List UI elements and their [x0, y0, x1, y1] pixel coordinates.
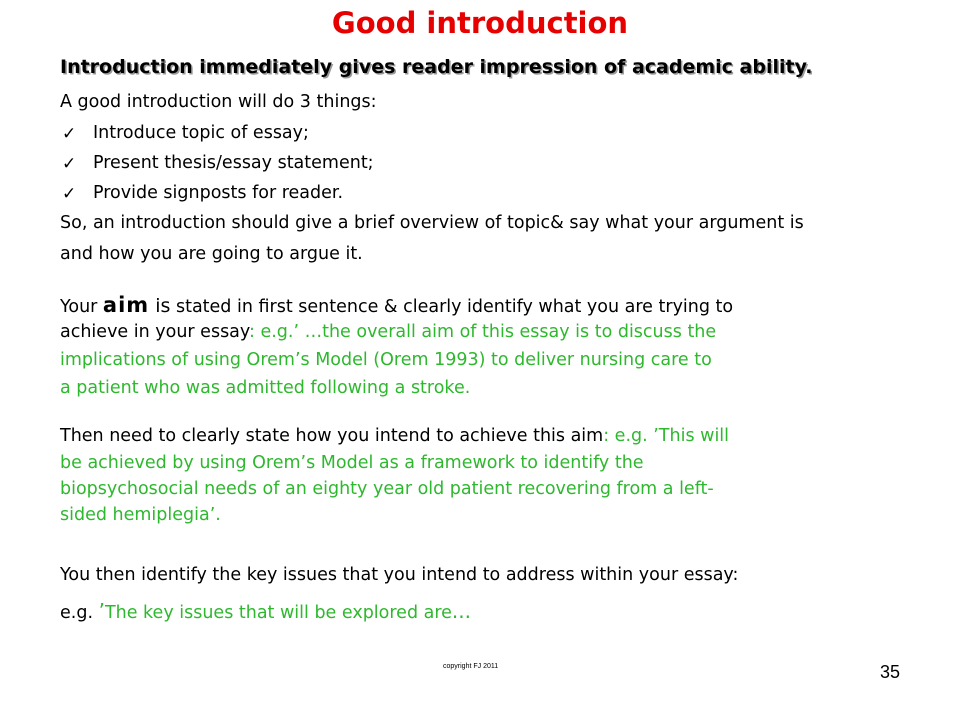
page-number: 35: [880, 662, 901, 682]
aim-line: implications of using Orem’s Model (Orem 1993) to deliver nursing care to: [60, 350, 712, 370]
checklist-item: Introduce topic of essay;: [93, 123, 309, 143]
aim-word: aim: [102, 293, 150, 317]
checkmark-icon: ✓: [62, 154, 77, 174]
aim-line: Your aim is stated in first sentence & clearly identify what you are trying to: [60, 293, 734, 317]
aim-line: a patient who was admitted following a stroke.: [60, 378, 471, 398]
issues-line: You then identify the key issues that you intend to address within your essay:: [60, 565, 739, 585]
checkmark-icon: ✓: [62, 184, 77, 204]
issues-line: e.g. ’The key issues that will be explored are...: [60, 599, 471, 623]
intro-line: A good introduction will do 3 things:: [60, 92, 377, 112]
checklist-item: Present thesis/essay statement;: [93, 153, 374, 173]
achieve-line: be achieved by using Orem’s Model as a framework to identify the: [60, 453, 644, 473]
aim-line: achieve in your essay: e.g.’ …the overall aim of this essay is to discuss the: [60, 322, 717, 342]
overview-line: and how you are going to argue it.: [60, 244, 363, 264]
page-title: Good introduction: [331, 6, 629, 40]
achieve-line: biopsychosocial needs of an eighty year old patient recovering from a left-: [60, 479, 714, 499]
copyright-notice: copyright FJ 2011: [443, 663, 499, 670]
overview-line: So, an introduction should give a brief overview of topic& say what your argument is: [60, 213, 804, 233]
subtitle: Introduction immediately gives reader impression of academic ability.: [60, 56, 813, 78]
checkmark-icon: ✓: [62, 124, 77, 144]
achieve-line: sided hemiplegia’.: [60, 505, 221, 525]
achieve-line: Then need to clearly state how you intend to achieve this aim: e.g. ’This will: [60, 426, 730, 446]
checklist-item: Provide signposts for reader.: [93, 183, 344, 203]
